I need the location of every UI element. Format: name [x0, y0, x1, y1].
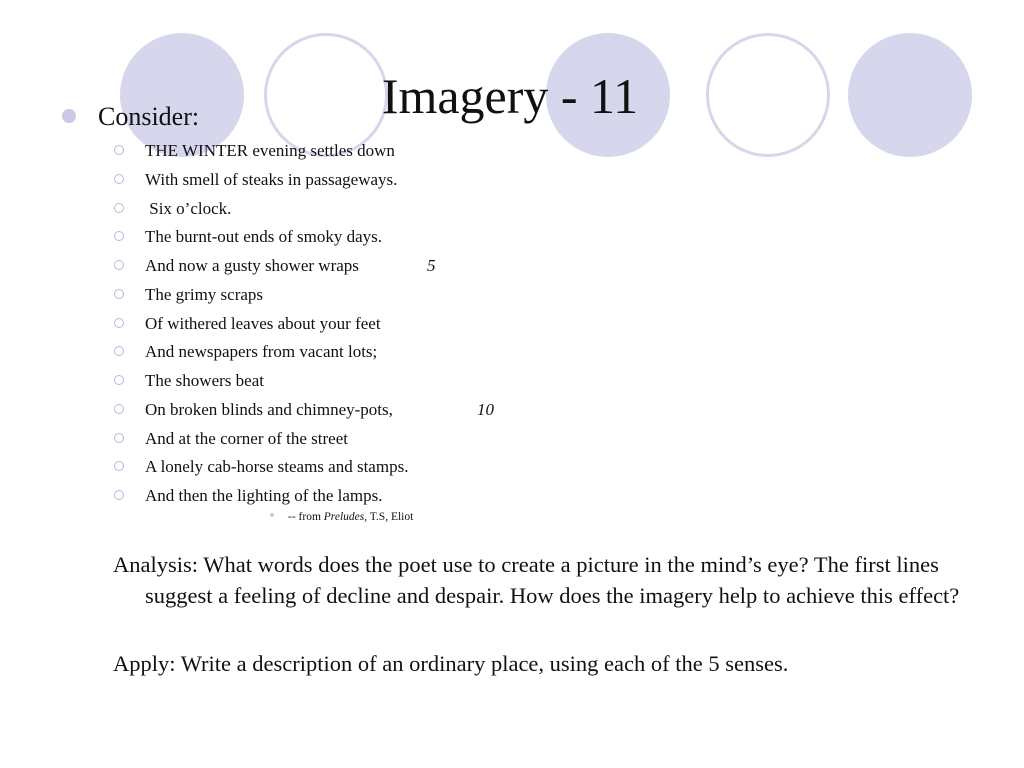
consider-heading [62, 100, 199, 134]
ring-bullet-icon [114, 346, 124, 356]
decor-circle-4 [706, 33, 830, 157]
poem-line: And at the corner of the street [114, 425, 408, 454]
ring-bullet-icon [114, 289, 124, 299]
poem-line: THE WINTER evening settles down [114, 137, 408, 166]
ring-bullet-icon [114, 145, 124, 155]
apply-paragraph: Apply: Write a description of an ordinary place, using each of the 5 senses. [113, 651, 789, 676]
poem-line: And now a gusty shower wraps 5 [114, 252, 408, 281]
bullet-icon [62, 109, 76, 123]
poem-line: The showers beat [114, 367, 408, 396]
poem-line: On broken blinds and chimney-pots, 10 [114, 396, 408, 425]
poem-line: Of withered leaves about your feet [114, 310, 408, 339]
ring-bullet-icon [114, 375, 124, 385]
analysis-paragraph: Analysis: What words does the poet use to create a picture in the mind’s eye? The first lines suggest a feeling of decline and despair. How does the imagery help to achieve this effect? [113, 552, 960, 608]
ring-bullet-icon [114, 490, 124, 500]
source-author: T.S, Eliot [367, 511, 414, 523]
ring-bullet-icon [114, 404, 124, 414]
poem-line: A lonely cab-horse steams and stamps. [114, 453, 408, 482]
decor-circle-5 [848, 33, 972, 157]
poem-list [114, 137, 494, 511]
poem-line: The grimy scraps [114, 281, 408, 310]
ring-bullet-icon [114, 260, 124, 270]
poem-line: And newspapers from vacant lots; [114, 338, 408, 367]
poem-line: With smell of steaks in passageways. [114, 166, 408, 195]
ring-bullet-icon [114, 318, 124, 328]
poem-line: And then the lighting of the lamps. [114, 482, 408, 511]
ring-bullet-icon [114, 203, 124, 213]
consider-label: Consider: [98, 102, 200, 131]
poem-source [270, 508, 413, 526]
poem-line: Six o’clock. [114, 195, 408, 224]
ring-bullet-icon [114, 433, 124, 443]
slide-title: Imagery - 11 [381, 68, 639, 124]
line-number-10: 10 [477, 399, 494, 419]
poem-line: The burnt-out ends of smoky days. [114, 223, 408, 252]
ring-bullet-icon [114, 231, 124, 241]
line-number-5: 5 [427, 256, 436, 275]
source-prefix: -- from [288, 511, 324, 523]
ring-bullet-icon [114, 174, 124, 184]
small-bullet-icon [270, 513, 274, 517]
source-work: Preludes, [323, 511, 368, 523]
ring-bullet-icon [114, 461, 124, 471]
